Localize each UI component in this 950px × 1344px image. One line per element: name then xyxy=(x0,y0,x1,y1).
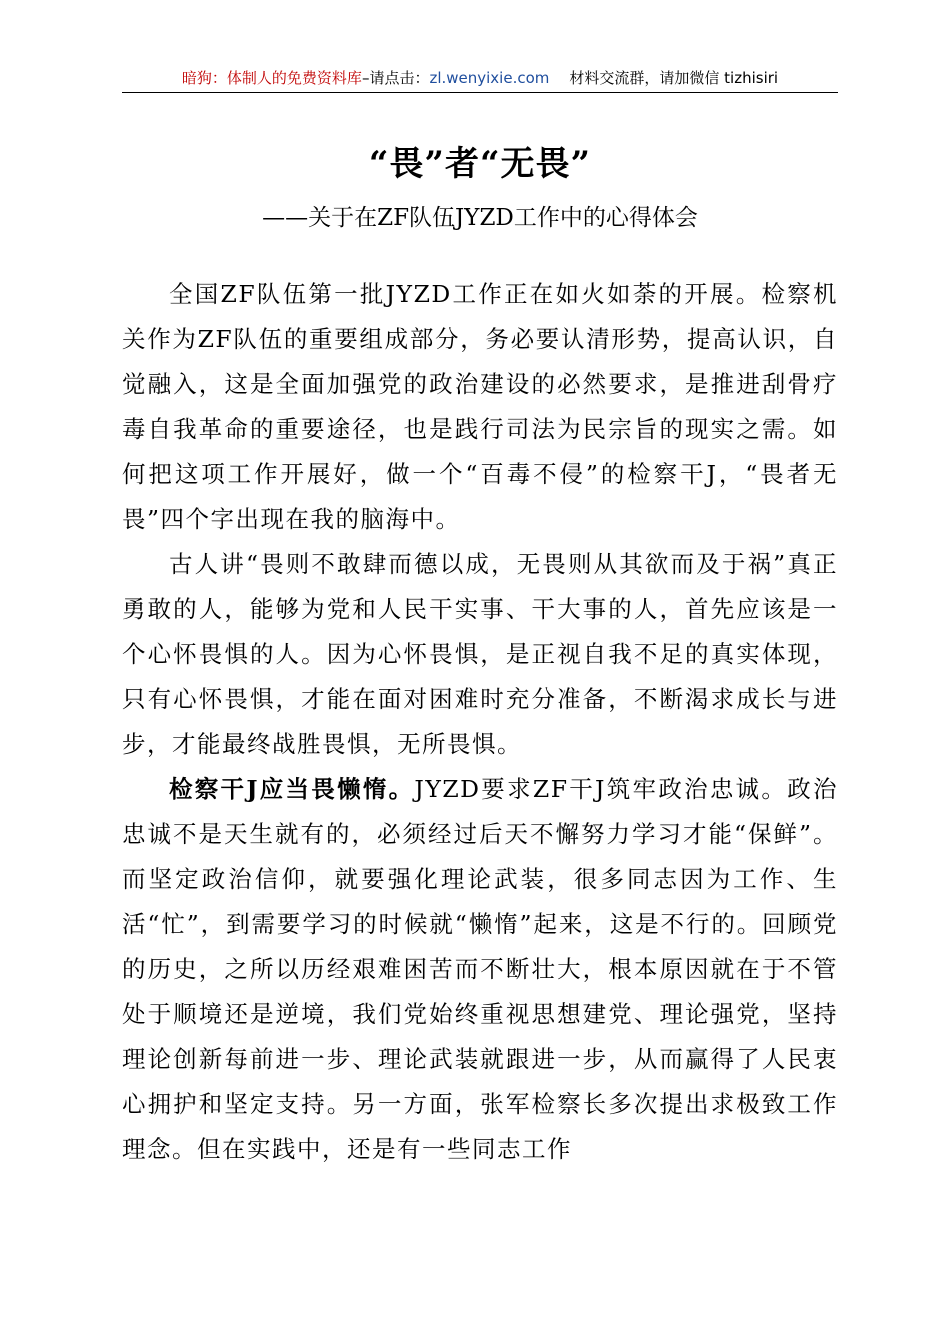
page-header xyxy=(122,64,838,93)
document-body xyxy=(122,272,838,1172)
header-wechat: 材料交流群，请加微信 tizhisiri xyxy=(569,69,779,87)
paragraph-3-heading: 检察干J应当畏懒惰。 xyxy=(169,775,415,803)
header-link[interactable]: zl.wenyixie.com xyxy=(429,69,550,87)
document-title: “畏”者“无畏” xyxy=(368,144,592,184)
header-site-name: 暗狗：体制人的免费资料库 xyxy=(181,69,362,87)
paragraph-3-text: JYZD要求ZF干J筑牢政治忠诚。政治忠诚不是天生就有的，必须经过后天不懈努力学习才能“保鲜”。而坚定政治信仰，就要强化理论武装，很多同志因为工作、生活“忙”，到需要学习的时候就“懒惰”起来，这是不行的。回顾党的历史，之所以历经艰难困苦而不断壮大，根本原因就在于不管处于顺境还是逆境，我们党始终重视思想建党、理论强党，坚持理论创新每前进一步、理论武装就跟进一步，从而赢得了人民衷心拥护和坚定支持。另一方面，张军检察长多次提出求极致工作理念。但在实践中，还是有一些同志工作 xyxy=(122,775,838,1163)
document-subtitle: ——关于在ZF队伍JYZD工作中的心得体会 xyxy=(262,205,698,231)
paragraph-3 xyxy=(122,767,838,1172)
header-prompt: –请点击： xyxy=(361,69,430,87)
paragraph-2: 古人讲“畏则不敢肆而德以成，无畏则从其欲而及于祸”真正勇敢的人，能够为党和人民干实事、干大事的人，首先应该是一个心怀畏惧的人。因为心怀畏惧，是正视自我不足的真实体现，只有心怀畏惧，才能在面对困难时充分准备，不断渴求成长与进步，才能最终战胜畏惧，无所畏惧。 xyxy=(122,550,838,758)
paragraph-1: 全国ZF队伍第一批JYZD工作正在如火如荼的开展。检察机关作为ZF队伍的重要组成部分，务必要认清形势，提高认识，自觉融入，这是全面加强党的政治建设的必然要求，是推进刮骨疗毒自我革命的重要途径，也是践行司法为民宗旨的现实之需。如何把这项工作开展好，做一个“百毒不侵”的检察干J，“畏者无畏”四个字出现在我的脑海中。 xyxy=(122,280,838,533)
